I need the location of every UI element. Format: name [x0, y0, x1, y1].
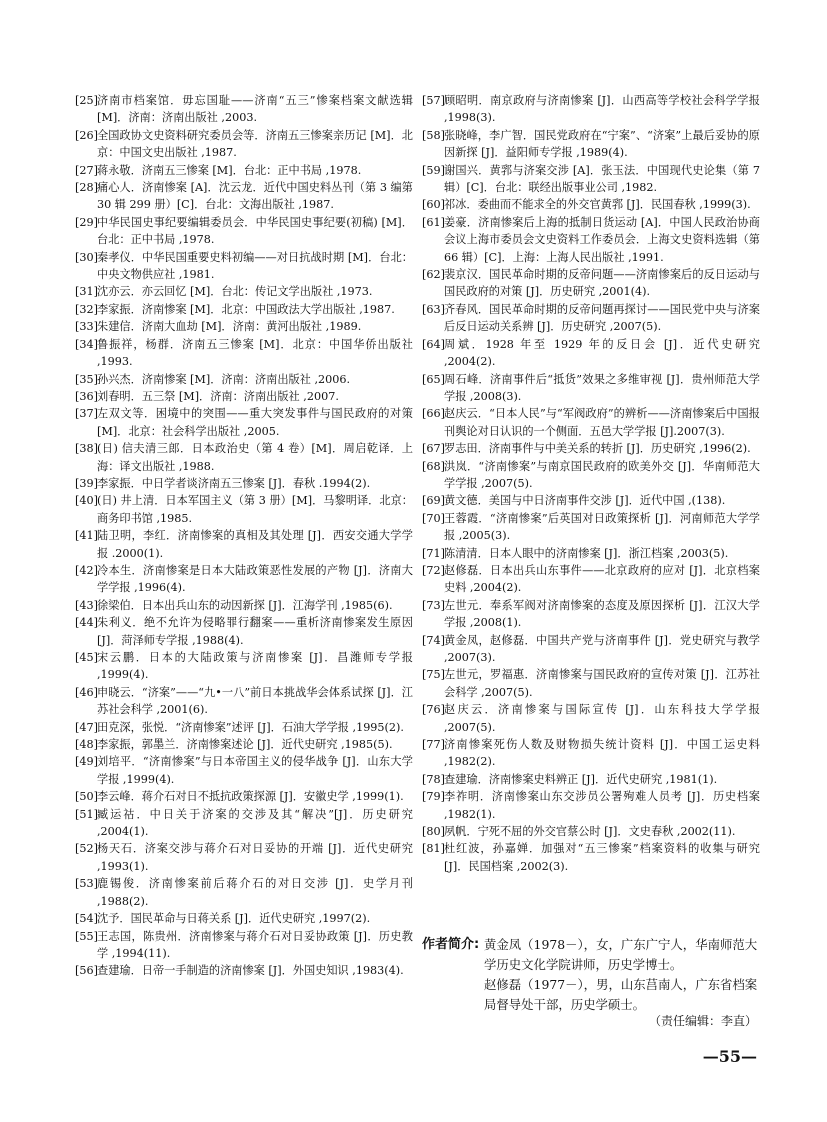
reference-text: 济南市档案馆．毋忘国耻——济南“五三”惨案档案文献选辑 [M]．济南：济南出版社 ,2003.: [97, 94, 413, 125]
reference-item: [75, 788, 413, 805]
reference-item: [422, 336, 760, 371]
reference-item: [75, 562, 413, 597]
reference-number: [51]: [75, 807, 98, 821]
reference-text: 周石峰．济南事件后“抵货”效果之多维审视 [J]．贵州师范大学学报 ,2008(3).: [444, 372, 760, 403]
reference-number: [29]: [75, 215, 98, 229]
reference-item: [75, 684, 413, 719]
reference-number: [78]: [422, 772, 445, 786]
reference-text: 申晓云．“济案”——“九•一八”前日本挑战华会体系试探 [J]．江苏社会科学 ,2001(6).: [97, 685, 413, 717]
reference-item: [75, 336, 413, 371]
reference-text: 查建瑜．济南惨案史料辨正 [J]．近代史研究 ,1981(1).: [444, 772, 718, 786]
reference-item: [75, 910, 413, 927]
reference-number: [47]: [75, 720, 98, 734]
reference-number: [30]: [75, 250, 98, 264]
references-left-column: [75, 92, 413, 980]
reference-item: [75, 318, 413, 335]
reference-item: [75, 371, 413, 388]
reference-text: 顾昭明．南京政府与济南惨案 [J]．山西高等学校社会科学学报 ,1998(3).: [444, 94, 760, 125]
author-bio-label: 作者简介:: [422, 937, 480, 952]
reference-text: 黄文德．美国与中日济南事件交涉 [J]．近代中国 ,(138).: [444, 494, 726, 508]
references-right-column: [422, 92, 760, 875]
reference-text: 蒋永敬．济南五三惨案 [M]．台北：正中书局 ,1978.: [97, 163, 362, 177]
reference-item: [422, 510, 760, 545]
reference-number: [50]: [75, 790, 98, 804]
reference-item: [422, 666, 760, 701]
reference-item: [422, 632, 760, 667]
reference-number: [79]: [422, 790, 445, 804]
reference-text: 赵庆云．“日本人民”与“军阀政府”的辨析——济南惨案后中国报刊舆论对日认识的一个侧面．五邑大学学报 [J].2007(3).: [444, 407, 760, 438]
reference-item: [422, 771, 760, 788]
page-number: —55—: [702, 1047, 757, 1066]
reference-number: [68]: [422, 459, 445, 473]
reference-item: [422, 545, 760, 562]
reference-item: [75, 527, 413, 562]
reference-text: 臧运祜．中日关于济案的交涉及其“解决”[J]．历史研究 ,2004(1).: [97, 807, 413, 839]
reference-item: [422, 301, 760, 336]
reference-item: [75, 597, 413, 614]
reference-item: [422, 127, 760, 162]
reference-item: [422, 440, 760, 457]
reference-text: 宋云鹏．日本的大陆政策与济南惨案 [J]．昌潍师专学报 ,1999(4).: [97, 651, 413, 682]
reference-text: 中华民国史事纪要编辑委员会．中华民国史事纪要(初稿) [M]．台北：正中书局 ,1978.: [97, 215, 413, 247]
reference-item: [75, 806, 413, 841]
reference-text: 黄金凤，赵修磊．中国共产党与济南事件 [J]．党史研究与教学 ,2007(3).: [444, 633, 760, 664]
reference-number: [38]: [75, 442, 98, 456]
reference-item: [422, 492, 760, 509]
reference-item: [75, 301, 413, 318]
reference-number: [26]: [75, 128, 98, 142]
reference-item: [75, 127, 413, 162]
reference-text: 陈清清．日本人眼中的济南惨案 [J]．浙江档案 ,2003(5).: [444, 546, 729, 560]
reference-item: [422, 562, 760, 597]
reference-number: [58]: [422, 128, 445, 142]
reference-item: [422, 266, 760, 301]
reference-text: 王志国，陈贵州．济南惨案与蒋介石对日妥协政策 [J]．历史教学 ,1994(11).: [97, 929, 413, 960]
reference-number: [65]: [422, 372, 445, 386]
reference-item: [422, 840, 760, 875]
reference-number: [73]: [422, 598, 445, 612]
reference-item: [75, 614, 413, 649]
reference-number: [66]: [422, 407, 445, 421]
reference-text: 查建瑜．日帝一手制造的济南惨案 [J]．外国史知识 ,1983(4).: [97, 964, 404, 978]
reference-text: 刘春明．五三祭 [M]．济南：济南出版社 ,2007.: [97, 389, 339, 403]
reference-text: 李家振，郭墨兰．济南惨案述论 [J]．近代史研究 ,1985(5).: [97, 738, 393, 752]
reference-text: 裴京汉．国民革命时期的反帝问题——济南惨案后的反日运动与国民政府的对策 [J]．历史研究 ,2001(4).: [444, 268, 760, 299]
reference-text: 赵庆云．济南惨案与国际宣传 [J]．山东科技大学学报 ,2007(5).: [444, 703, 760, 734]
reference-text: 陆卫明，李红．济南惨案的真相及其处理 [J]．西安交通大学学报 .2000(1).: [97, 529, 413, 560]
reference-number: [61]: [422, 215, 445, 229]
reference-text: 姜豪．济南惨案后上海的抵制日货运动 [A]．中国人民政治协商会议上海市委员会文史资料工作委员会．上海文史资料选辑（第 66 辑）[C]．上海：上海人民出版社 ,1991.: [444, 215, 760, 264]
reference-number: [43]: [75, 598, 98, 612]
reference-number: [40]: [75, 494, 98, 508]
reference-item: [75, 962, 413, 979]
reference-text: 冷本生．济南惨案是日本大陆政策恶性发展的产物 [J]．济南大学学报 ,1996(4).: [97, 563, 413, 595]
reference-text: 夙帆．宁死不屈的外交官蔡公时 [J]．文史春秋 ,2002(11).: [444, 825, 736, 839]
reference-number: [34]: [75, 337, 98, 351]
reference-item: [422, 162, 760, 197]
reference-number: [75]: [422, 668, 445, 682]
reference-number: [76]: [422, 703, 445, 717]
author-bio: [422, 935, 767, 1015]
reference-text: 李家振．中日学者谈济南五三惨案 [J]．春秋 .1994(2).: [97, 476, 371, 490]
reference-number: [44]: [75, 616, 98, 630]
reference-text: 左世元，罗福惠．济南惨案与国民政府的宣传对策 [J]．江苏社会科学 ,2007(5).: [444, 668, 760, 699]
reference-item: [75, 753, 413, 788]
reference-number: [49]: [75, 755, 98, 769]
reference-number: [33]: [75, 320, 98, 334]
reference-text: 杨天石．济案交涉与蒋介石对日妥协的开端 [J]．近代史研究 ,1993(1).: [97, 842, 413, 873]
reference-number: [64]: [422, 337, 445, 351]
reference-item: [422, 823, 760, 840]
reference-number: [31]: [75, 285, 98, 299]
reference-item: [75, 492, 413, 527]
reference-item: [422, 597, 760, 632]
reference-item: [75, 214, 413, 249]
reference-number: [69]: [422, 494, 445, 508]
reference-item: [75, 928, 413, 963]
reference-item: [422, 701, 760, 736]
reference-item: [75, 649, 413, 684]
reference-number: [67]: [422, 442, 445, 456]
reference-text: 王蓉霞．“济南惨案”后英国对日政策探析 [J]．河南师范大学学报 ,2005(3).: [444, 511, 760, 543]
reference-number: [70]: [422, 511, 445, 525]
author-bio-2: 赵修磊（1977－），男，山东莒南人，广东省档案局督导处干部，历史学硕士。: [484, 977, 758, 1012]
reference-item: [422, 736, 760, 771]
reference-text: 罗志田．济南事件与中美关系的转折 [J]．历史研究 ,1996(2).: [444, 442, 751, 456]
reference-text: 齐春风．国民革命时期的反帝问题再探讨——国民党中央与济案后反日运动关系辨 [J]．历史研究 ,2007(5).: [444, 302, 760, 334]
reference-text: 痛心人．济南惨案 [A]．沈云龙．近代中国史料丛刊（第 3 编第 30 辑 299 册）[C]．台北：文海出版社 ,1987.: [97, 181, 413, 212]
reference-number: [37]: [75, 407, 98, 421]
reference-text: 全国政协文史资料研究委员会等．济南五三惨案亲历记 [M]．北京：中国文史出版社 ,1987.: [97, 128, 413, 160]
reference-number: [74]: [422, 633, 445, 647]
reference-text: 朱利义．绝不允许为侵略罪行翻案——重析济南惨案发生原因 [J]．菏泽师专学报 ,1988(4).: [97, 616, 413, 647]
reference-text: 李家振．济南惨案 [M]．北京：中国政法大学出版社 ,1987.: [97, 302, 395, 316]
reference-text: 赵修磊．日本出兵山东事件——北京政府的应对 [J]．北京档案史料 ,2004(2).: [444, 563, 760, 595]
reference-item: [75, 719, 413, 736]
reference-item: [422, 458, 760, 493]
reference-number: [27]: [75, 163, 98, 177]
reference-number: [80]: [422, 825, 445, 839]
reference-number: [45]: [75, 651, 98, 664]
reference-text: 左世元．奉系军阀对济南惨案的态度及原因探析 [J]．江汉大学学报 ,2008(1).: [444, 598, 760, 630]
reference-text: 谢国兴．黄郛与济案交涉 [A]．张玉法．中国现代史论集（第 7 辑）[C]．台北：联经出版事业公司 ,1982.: [444, 163, 760, 195]
reference-number: [71]: [422, 546, 445, 560]
reference-number: [55]: [75, 929, 98, 943]
reference-item: [422, 92, 760, 127]
reference-item: [75, 840, 413, 875]
reference-text: 张晓峰，李广智．国民党政府在“宁案”、“济案”上最后妥协的原因新探 [J]．益阳师专学报 ,1989(4).: [444, 128, 760, 160]
reference-number: [42]: [75, 563, 98, 577]
reference-item: [75, 162, 413, 179]
reference-item: [422, 196, 760, 213]
reference-text: 朱建信．济南大血劫 [M]．济南：黄河出版社 ,1989.: [97, 320, 362, 334]
reference-number: [52]: [75, 842, 98, 856]
reference-number: [81]: [422, 842, 445, 856]
reference-text: (日) 信夫清三郎．日本政治史（第 4 卷）[M]．周启乾译．上海：译文出版社 ,1988.: [97, 442, 413, 473]
reference-number: [48]: [75, 738, 98, 752]
reference-text: 孙兴杰．济南惨案 [M]．济南：济南出版社 ,2006.: [97, 372, 351, 386]
reference-text: 沈亦云．亦云回忆 [M]．台北：传记文学出版社 ,1973.: [97, 285, 373, 299]
reference-number: [54]: [75, 912, 98, 926]
reference-number: [32]: [75, 302, 98, 316]
reference-text: 济南惨案死伤人数及财物损失统计资料 [J]．中国工运史料 ,1982(2).: [444, 738, 760, 769]
reference-text: 李云峰．蒋介石对日不抵抗政策探源 [J]．安徽史学 ,1999(1).: [97, 790, 404, 804]
reference-item: [75, 179, 413, 214]
reference-number: [25]: [75, 94, 98, 107]
reference-number: [72]: [422, 563, 445, 577]
reference-text: 刘培平．“济南惨案”与日本帝国主义的侵华战争 [J]．山东大学学报 ,1999(4).: [97, 755, 413, 786]
reference-text: 秦孝仪．中华民国重要史料初编——对日抗战时期 [M]．台北：中央文物供应社 ,1981.: [97, 250, 413, 282]
reference-text: 沈予．国民革命与日蒋关系 [J]．近代史研究 ,1997(2).: [97, 912, 371, 926]
reference-number: [28]: [75, 181, 98, 195]
reference-number: [41]: [75, 529, 98, 543]
reference-number: [60]: [422, 198, 445, 212]
reference-text: 鹿锡俊．济南惨案前后蒋介石的对日交涉 [J]．史学月刊 ,1988(2).: [97, 877, 413, 908]
reference-item: [75, 475, 413, 492]
reference-text: 田克深，张悦．“济南惨案”述评 [J]．石油大学学报 ,1995(2).: [97, 720, 404, 734]
reference-text: (日) 井上清．日本军国主义（第 3 册）[M]．马黎明译．北京：商务印书馆 ,1985.: [97, 494, 413, 525]
reference-text: 左双文等．困境中的突围——重大突发事件与国民政府的对策 [M]．北京：社会科学出版社 ,2005.: [97, 407, 413, 438]
reference-item: [422, 788, 760, 823]
reference-number: [56]: [75, 964, 98, 978]
reference-item: [422, 371, 760, 406]
reference-item: [75, 405, 413, 440]
reference-text: 周斌．1928 年至 1929 年的反日会 [J]．近代史研究 ,2004(2).: [444, 337, 760, 369]
reference-number: [53]: [75, 877, 98, 891]
reference-item: [75, 875, 413, 910]
reference-item: [75, 92, 413, 127]
reference-number: [63]: [422, 302, 445, 316]
reference-number: [57]: [422, 94, 445, 107]
reference-number: [35]: [75, 372, 98, 386]
reference-item: [75, 736, 413, 753]
reference-item: [75, 249, 413, 284]
reference-item: [75, 283, 413, 300]
reference-text: 洪岚．“济南惨案”与南京国民政府的欧美外交 [J]．华南师范大学学报 ,2007(5).: [444, 459, 760, 490]
reference-text: 鲁振祥，杨群．济南五三惨案 [M]．北京：中国华侨出版社 ,1993.: [97, 337, 413, 369]
reference-number: [39]: [75, 476, 98, 490]
reference-number: [36]: [75, 389, 98, 403]
reference-item: [422, 405, 760, 440]
reference-text: 祁冰．委曲而不能求全的外交官黄郛 [J]．民国春秋 ,1999(3).: [444, 198, 751, 212]
reference-item: [75, 388, 413, 405]
reference-number: [59]: [422, 163, 445, 177]
reference-item: [422, 214, 760, 266]
reference-number: [46]: [75, 685, 98, 699]
reference-text: 徐梁伯．日本出兵山东的动因新探 [J]．江海学刊 ,1985(6).: [97, 598, 393, 612]
reference-text: 杜红波，孙嘉婵．加强对“五三惨案”档案资料的收集与研究 [J]．民国档案 ,2002(3).: [444, 842, 760, 873]
reference-text: 李祚明．济南惨案山东交涉员公署殉难人员考 [J]．历史档案 ,1982(1).: [444, 790, 760, 821]
reference-item: [75, 440, 413, 475]
author-bio-1: 黄金凤（1978－），女，广东广宁人，华南师范大学历史文化学院讲师，历史学博士。: [484, 937, 758, 972]
reference-number: [62]: [422, 268, 445, 282]
reference-number: [77]: [422, 738, 445, 752]
responsible-editor: （责任编辑：李直）: [648, 1014, 757, 1028]
